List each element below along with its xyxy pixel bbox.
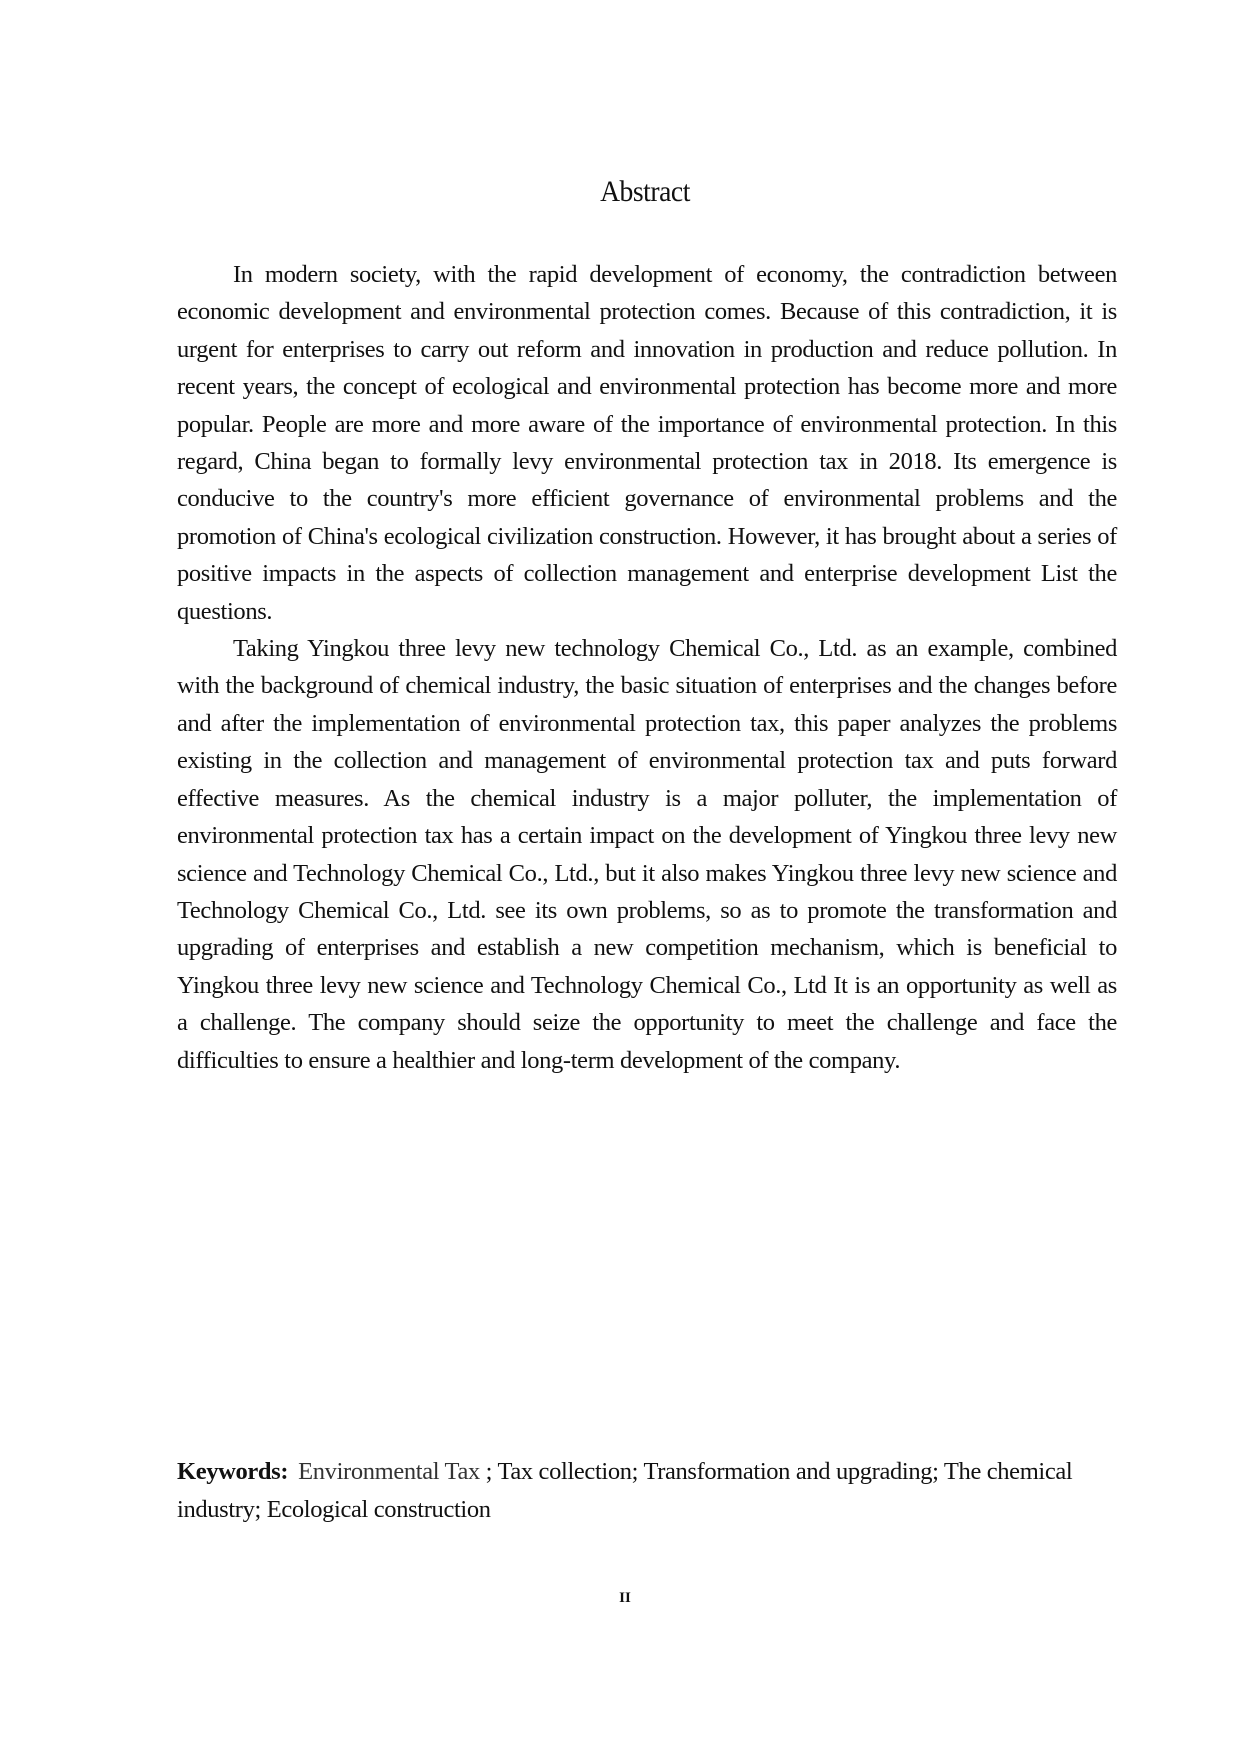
keyword-environmental-tax: Environmental Tax — [298, 1458, 480, 1485]
page-title: Abstract — [600, 175, 690, 208]
abstract-paragraph-1: In modern society, with the rapid development of economy, the contradiction between economic development and environmental protection comes. Because of this contradiction, it is urgent for enterprises to carry out reform and innovation in production and reduce pollution. In recent years, the concept of ecological and environmental protection has become more and more popular. People are more and more aware of the importance of environmental protection. In this regard, China began to formally levy environmental protection tax in 2018. Its emergence is conducive to the country's more efficient governance of environmental problems and the promotion of China's ecological civilization construction. However, it has brought about a series of positive impacts in the aspects of collection management and enterprise development List the questions. — [177, 261, 1117, 625]
keywords-line — [177, 1453, 1117, 1529]
keywords-label: Keywords: — [177, 1458, 289, 1485]
abstract-body — [177, 256, 1117, 1079]
keywords-list: ; Tax collection; Transformation and upgrading; The chemical industry; Ecological construction — [177, 1458, 1073, 1523]
page-number: II — [619, 1590, 631, 1606]
abstract-paragraph-2: Taking Yingkou three levy new technology Chemical Co., Ltd. as an example, combined with the background of chemical industry, the basic situation of enterprises and the changes before and after the implementation of environmental protection tax, this paper analyzes the problems existing in the collection and management of environmental protection tax and puts forward effective measures. As the chemical industry is a major polluter, the implementation of environmental protection tax has a certain impact on the development of Yingkou three levy new science and Technology Chemical Co., Ltd., but it also makes Yingkou three levy new science and Technology Chemical Co., Ltd. see its own problems, so as to promote the transformation and upgrading of enterprises and establish a new competition mechanism, which is beneficial to Yingkou three levy new science and Technology Chemical Co., Ltd It is an opportunity as well as a challenge. The company should seize the opportunity to meet the challenge and face the difficulties to ensure a healthier and long-term development of the company. — [177, 635, 1117, 1074]
